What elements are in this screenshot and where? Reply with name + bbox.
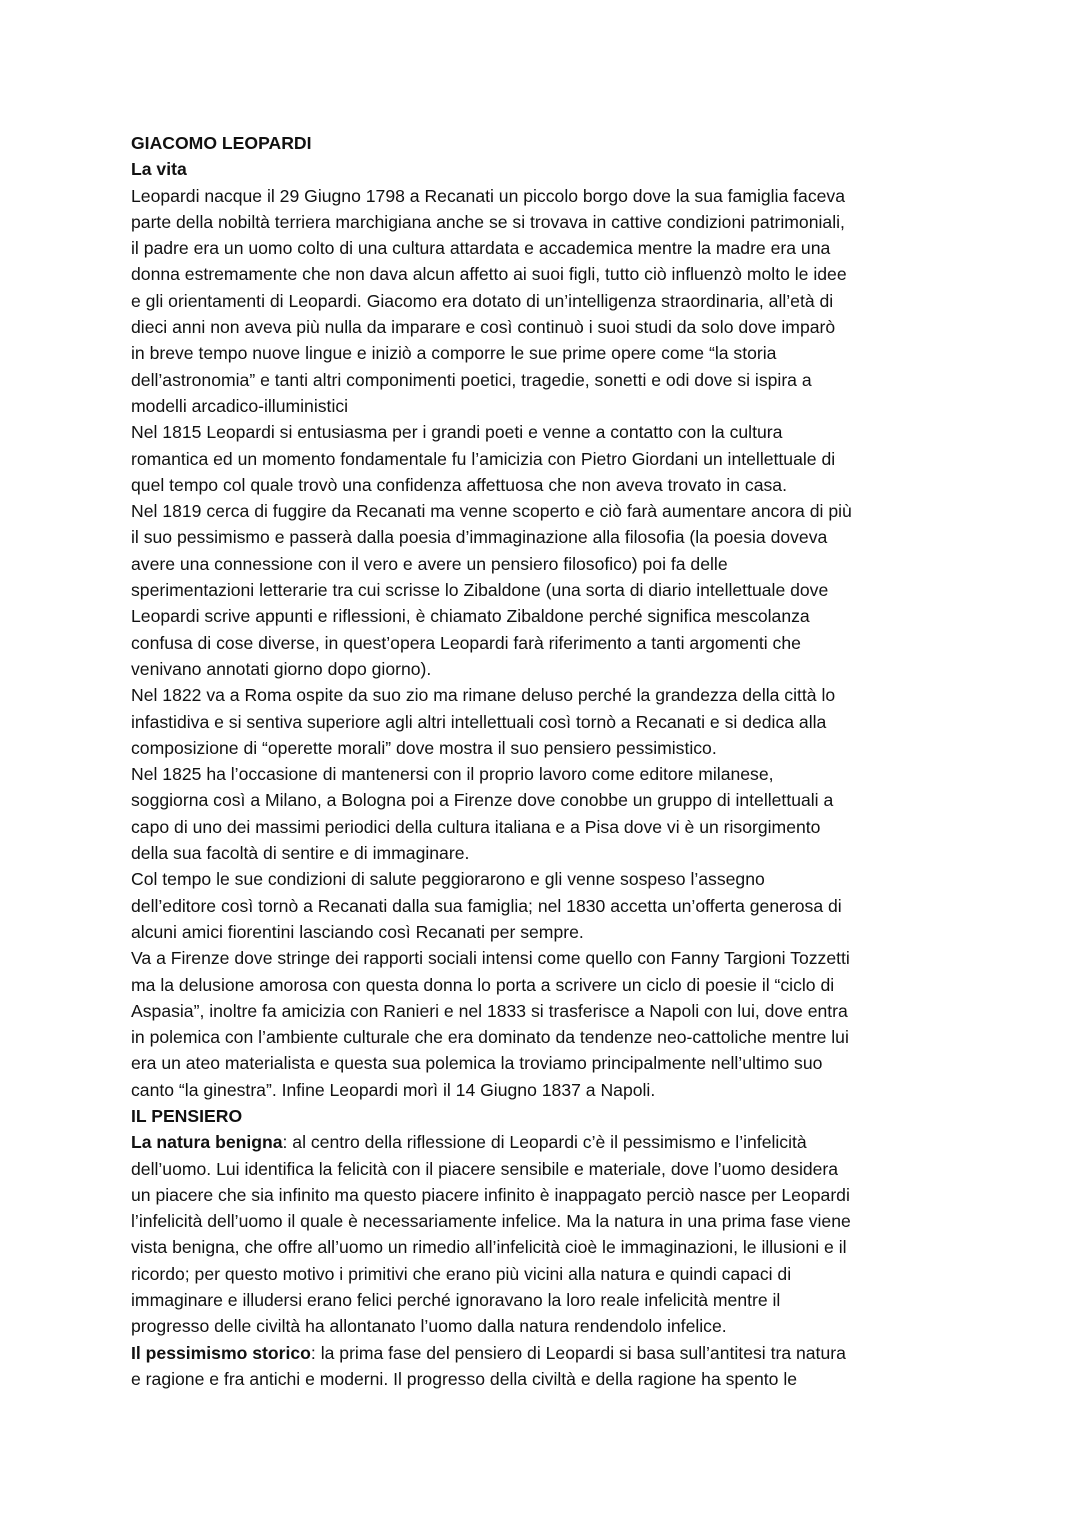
vita-paragraphs	[131, 183, 956, 1103]
text-line: vista benigna, che offre all’uomo un rimedio all’infelicità cioè le immaginazioni, le illusioni e il	[131, 1237, 847, 1258]
text-line: composizione di “operette morali” dove mostra il suo pensiero pessimistico.	[131, 737, 717, 758]
text-line: dell’uomo. Lui identifica la felicità con il piacere sensibile e materiale, dove l’uomo desidera	[131, 1158, 839, 1179]
text-line: della sua facoltà di sentire e di immaginare.	[131, 843, 470, 864]
pessimismo-storico-paragraph	[131, 1340, 956, 1393]
text-line	[131, 1129, 956, 1155]
text-line: romantica ed un momento fondamentale fu l’amicizia con Pietro Giordani un intellettuale di	[131, 448, 836, 469]
section-heading-la-vita: La vita	[131, 159, 187, 180]
text-line: Nel 1819 cerca di fuggire da Recanati ma venne scoperto e ciò farà aumentare ancora di più	[131, 501, 852, 522]
term-pessimismo-storico: Il pessimismo storico	[131, 1342, 311, 1363]
text-line: l’infelicità dell’uomo il quale è necessariamente infelice. Ma la natura in una prima fase viene	[131, 1211, 851, 1232]
term-natura-benigna: La natura benigna	[131, 1132, 283, 1153]
text-line: quel tempo col quale trovò una confidenza affettuosa che non aveva trovato in casa.	[131, 474, 787, 495]
text-line	[131, 1340, 956, 1366]
text-line: in polemica con l’ambiente culturale che era dominato da tendenze neo-cattoliche mentre lui	[131, 1027, 849, 1048]
text-line: un piacere che sia infinito ma questo piacere infinito è inappagato perciò nasce per Leopardi	[131, 1184, 850, 1205]
text-line: sperimentazioni letterarie tra cui scrisse lo Zibaldone (una sorta di diario intellettuale dove	[131, 580, 829, 601]
text-line: era un ateo materialista e questa sua polemica la troviamo principalmente nell’ultimo suo	[131, 1053, 823, 1074]
section-heading-il-pensiero: IL PENSIERO	[131, 1105, 243, 1126]
text-line: soggiorna così a Milano, a Bologna poi a Firenze dove conobbe un gruppo di intellettuali a	[131, 790, 834, 811]
text-line: immaginare e illudersi erano felici perché ignoravano la loro reale infelicità mentre il	[131, 1290, 781, 1311]
text-line: in breve tempo nuove lingue e iniziò a comporre le sue prime opere come “la storia	[131, 343, 777, 364]
text-line: venivano annotati giorno dopo giorno).	[131, 658, 432, 679]
text-line: alcuni amici fiorentini lasciando così Recanati per sempre.	[131, 921, 584, 942]
text-line: Nel 1825 ha l’occasione di mantenersi con il proprio lavoro come editore milanese,	[131, 764, 774, 785]
text-line: canto “la ginestra”. Infine Leopardi morì il 14 Giugno 1837 a Napoli.	[131, 1079, 656, 1100]
term-definition: : al centro della riflessione di Leopardi c’è il pessimismo e l’infelicità	[282, 1132, 807, 1153]
text-line: ma la delusione amorosa con questa donna lo porta a scrivere un ciclo di poesie il “ciclo di	[131, 974, 835, 995]
text-line: avere una connessione con il vero e avere un pensiero filosofico) poi fa delle	[131, 553, 728, 574]
term-definition: : la prima fase del pensiero di Leopardi si basa sull’antitesi tra natura	[310, 1342, 846, 1363]
text-line: ricordo; per questo motivo i primitivi che erano più vicini alla natura e quindi capaci di	[131, 1263, 792, 1284]
text-line: Nel 1815 Leopardi si entusiasma per i grandi poeti e venne a contatto con la cultura	[131, 422, 783, 443]
text-line: modelli arcadico-illuministici	[131, 395, 349, 416]
natura-benigna-paragraph	[131, 1129, 956, 1339]
text-line: e gli orientamenti di Leopardi. Giacomo era dotato di un’intelligenza straordinaria, all’età di	[131, 290, 834, 311]
document-page	[131, 130, 956, 1392]
text-line: il suo pessimismo e passerà dalla poesia d’immaginazione alla filosofia (la poesia doveva	[131, 527, 828, 548]
text-line: infastidiva e si sentiva superiore agli altri intellettuali così tornò a Recanati e si dedica alla	[131, 711, 827, 732]
text-line: dell’astronomia” e tanti altri componimenti poetici, tragedie, sonetti e odi dove si ispira a	[131, 369, 812, 390]
text-line: Col tempo le sue condizioni di salute peggiorarono e gli venne sospeso l’assegno	[131, 869, 765, 890]
text-line: parte della nobiltà terriera marchigiana anche se si trovava in cattive condizioni patrimoniali,	[131, 211, 845, 232]
text-line: confusa di cose diverse, in quest’opera Leopardi farà riferimento a tanti argomenti che	[131, 632, 801, 653]
text-line: donna estremamente che non dava alcun affetto ai suoi figli, tutto ciò influenzò molto le idee	[131, 264, 847, 285]
text-line: Leopardi nacque il 29 Giugno 1798 a Recanati un piccolo borgo dove la sua famiglia faceva	[131, 185, 846, 206]
text-line: Va a Firenze dove stringe dei rapporti sociali intensi come quello con Fanny Targioni Tozzetti	[131, 948, 850, 969]
text-line: Aspasia”, inoltre fa amicizia con Ranieri e nel 1833 si trasferisce a Napoli con lui, dove entra	[131, 1000, 848, 1021]
document-title: GIACOMO LEOPARDI	[131, 133, 312, 153]
text-line: il padre era un uomo colto di una cultura attardata e accademica mentre la madre era una	[131, 238, 831, 259]
text-line: capo di uno dei massimi periodici della cultura italiana e a Pisa dove vi è un risorgimento	[131, 816, 821, 837]
text-line: Nel 1822 va a Roma ospite da suo zio ma rimane deluso perché la grandezza della città lo	[131, 685, 836, 706]
text-line: e ragione e fra antichi e moderni. Il progresso della civiltà e della ragione ha spento le	[131, 1368, 798, 1389]
text-line: dell’editore così tornò a Recanati dalla sua famiglia; nel 1830 accetta un’offerta generosa di	[131, 895, 842, 916]
text-line: Leopardi scrive appunti e riflessioni, è chiamato Zibaldone perché significa mescolanza	[131, 606, 810, 627]
text-line: dieci anni non aveva più nulla da imparare e così continuò i suoi studi da solo dove imparò	[131, 317, 836, 338]
text-line: progresso delle civiltà ha allontanato l’uomo dalla natura rendendolo infelice.	[131, 1316, 727, 1337]
